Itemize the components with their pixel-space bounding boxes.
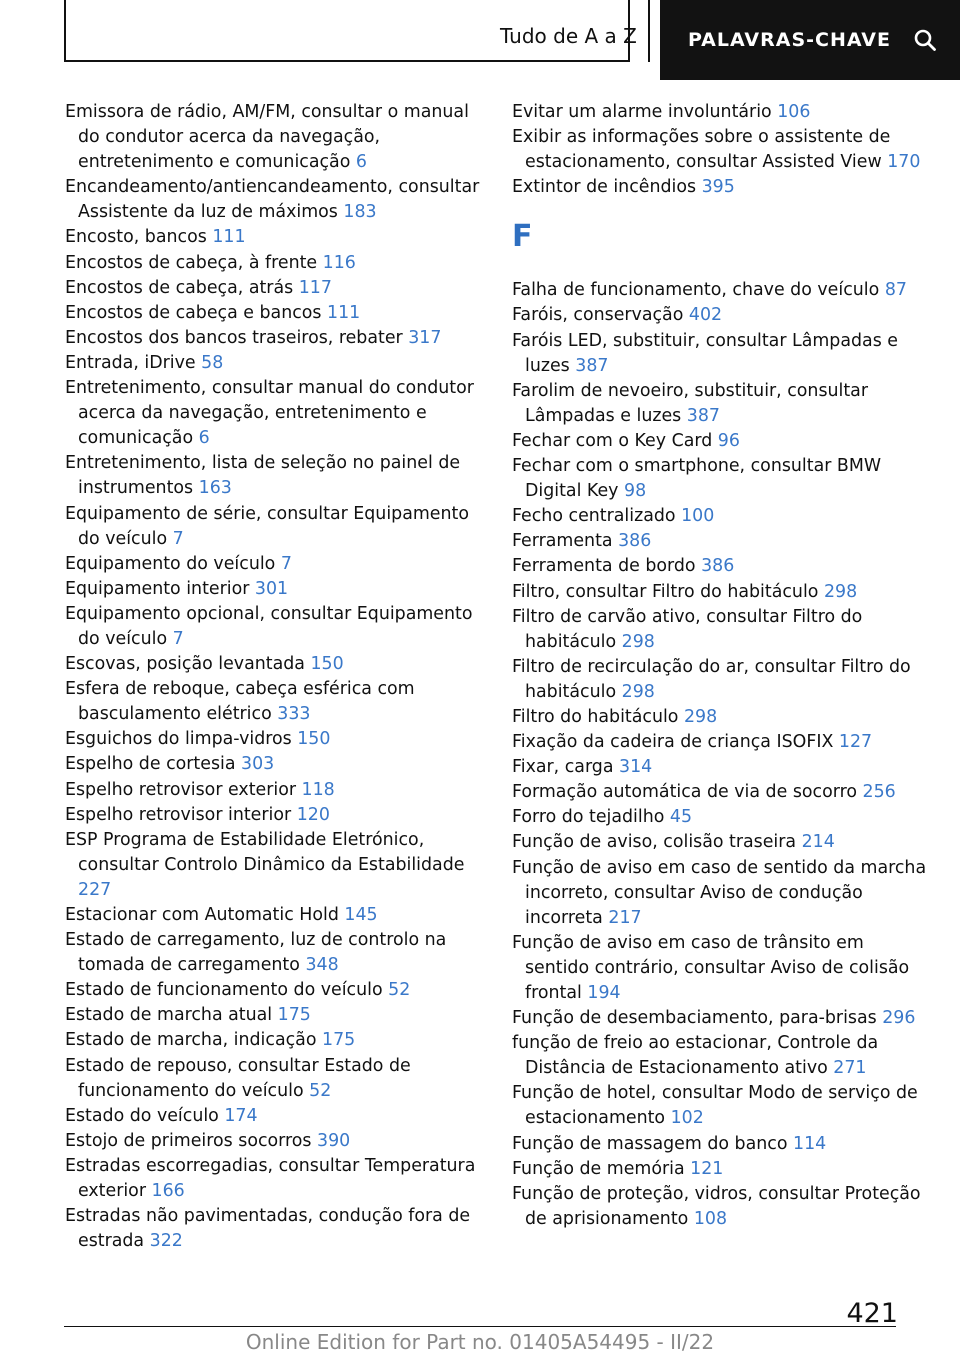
entry-text: Fixar, carga: [512, 757, 614, 778]
index-entry: [512, 1006, 932, 1031]
index-entry: [512, 1132, 932, 1157]
entry-text: Encosto, bancos: [65, 227, 207, 248]
page-link[interactable]: 87: [884, 280, 907, 301]
entry-text: Esguichos do limpa-vidros: [65, 729, 292, 750]
page-link[interactable]: 170: [887, 152, 921, 173]
page-link[interactable]: 114: [793, 1133, 827, 1154]
index-entry: [65, 978, 483, 1003]
index-entry: [512, 278, 932, 303]
index-entry: [512, 504, 932, 529]
index-entry: [512, 454, 932, 504]
page-link[interactable]: 6: [198, 428, 210, 449]
index-column-right: [512, 100, 932, 1232]
entry-text: Estradas não pavimentadas, condução fora de estrada: [65, 1206, 471, 1252]
index-entry: [65, 1028, 483, 1053]
page-link[interactable]: 7: [280, 553, 292, 574]
page-link[interactable]: 298: [621, 681, 655, 702]
entry-text: Estradas escorregadias, consultar Temperatura exterior: [65, 1155, 476, 1202]
page-link[interactable]: 298: [683, 706, 718, 727]
entry-text: Evitar um alarme involuntário: [512, 102, 772, 122]
index-entry: [512, 1182, 932, 1232]
index-entry: [512, 529, 932, 554]
index-entry: [65, 552, 483, 577]
index-entry: [512, 655, 932, 705]
page-link[interactable]: 150: [297, 729, 331, 750]
page-link[interactable]: 387: [575, 355, 609, 376]
entry-text: Estado de carregamento, luz de controlo na tomada de carregamento: [65, 930, 447, 976]
index-entry: [512, 379, 932, 429]
page-link[interactable]: 118: [301, 779, 335, 800]
index-column-left: [65, 100, 483, 1254]
entry-text: Espelho retrovisor interior: [65, 804, 292, 825]
page-link[interactable]: 298: [621, 631, 655, 652]
edition-text: Online Edition for Part no. 01405A54495 - II/22: [245, 1330, 715, 1354]
index-entry: [65, 677, 483, 727]
index-entry: [65, 803, 483, 828]
index-entry: [65, 1003, 483, 1028]
index-entry: [512, 830, 932, 855]
entry-text: Fechar com o Key Card: [512, 430, 713, 451]
index-entry: [65, 351, 483, 376]
entry-text: Encostos de cabeça e bancos: [65, 302, 322, 323]
page-link[interactable]: 390: [317, 1130, 351, 1151]
entry-text: Estojo de primeiros socorros: [65, 1130, 312, 1151]
entry-text: Função de aviso em caso de trânsito em sentido contrário, consultar Aviso de colisão frontal: [512, 932, 910, 1003]
index-entry: [65, 652, 483, 677]
entry-text: função de freio ao estacionar, Controle da Distância de Estacionamento ativo: [512, 1033, 879, 1079]
entry-text: Ferramenta: [512, 531, 613, 552]
index-entry: [512, 705, 932, 730]
index-entry: [65, 828, 483, 903]
page-link[interactable]: 217: [608, 907, 642, 928]
page-link[interactable]: 402: [688, 305, 723, 326]
page-link[interactable]: 52: [388, 980, 411, 1001]
page-link[interactable]: 163: [198, 478, 232, 499]
entry-text: Emissora de rádio, AM/FM, consultar o manual do condutor acerca da navegação, entretenimento e comunicação: [65, 102, 469, 173]
index-entry: [65, 451, 483, 501]
entry-text: Formação automática de via de socorro: [512, 782, 857, 803]
index-entry: [512, 175, 932, 200]
index-entry: [512, 303, 932, 328]
entry-text: Equipamento opcional, consultar Equipamento do veículo: [65, 603, 473, 649]
entry-text: Faróis, conservação: [512, 305, 684, 326]
index-entry: [65, 903, 483, 928]
page-link[interactable]: 227: [78, 879, 112, 900]
index-entry: [512, 730, 932, 755]
entry-text: Função de aviso, colisão traseira: [512, 832, 797, 853]
page-link[interactable]: 317: [408, 327, 442, 348]
index-entry: [65, 577, 483, 602]
index-entry: [65, 727, 483, 752]
index-entry: [512, 605, 932, 655]
index-entry: [65, 376, 483, 451]
page-link[interactable]: 183: [343, 202, 377, 223]
index-entry: [65, 752, 483, 777]
page-link[interactable]: 296: [882, 1008, 916, 1029]
page-link[interactable]: 45: [669, 807, 693, 828]
section-letter-f: F: [512, 219, 533, 255]
index-entry: [512, 780, 932, 805]
entry-text: Estado de marcha, indicação: [65, 1030, 317, 1051]
page-link[interactable]: 214: [801, 832, 835, 853]
entry-text: Espelho de cortesia: [65, 754, 236, 775]
page-link[interactable]: 145: [344, 905, 378, 925]
entry-text: Função de massagem do banco: [512, 1133, 788, 1154]
entry-text: Filtro de recirculação do ar, consultar Filtro do habitáculo: [512, 656, 911, 702]
entry-text: Entretenimento, lista de seleção no painel de instrumentos: [65, 453, 461, 499]
entry-text: Exibir as informações sobre o assistente de estacionamento, consultar Assisted View: [512, 127, 891, 173]
index-entry: [512, 1031, 932, 1081]
page-link[interactable]: 6: [355, 152, 367, 173]
page-link[interactable]: 175: [322, 1030, 356, 1051]
index-entry: [65, 225, 483, 250]
index-entry: [65, 1054, 483, 1104]
page-link[interactable]: 301: [254, 578, 289, 599]
page-link[interactable]: 395: [701, 177, 735, 198]
entry-text: Escovas, posição levantada: [65, 654, 305, 675]
section-label: Tudo de A a Z: [500, 24, 637, 48]
entry-text: Ferramenta de bordo: [512, 556, 696, 577]
entry-text: Encostos de cabeça, atrás: [65, 277, 294, 298]
entry-text: Encostos de cabeça, à frente: [65, 252, 318, 273]
entry-text: Função de proteção, vidros, consultar Proteção de aprisionamento: [512, 1183, 921, 1229]
entry-text: ESP Programa de Estabilidade Eletrónico, consultar Controlo Dinâmico da Estabilidade: [65, 829, 465, 875]
page-link[interactable]: 7: [172, 628, 184, 649]
index-entry: [65, 1129, 483, 1154]
index-entry: [65, 301, 483, 326]
index-entry: [65, 1204, 483, 1254]
entry-text: Estado de funcionamento do veículo: [65, 980, 383, 1001]
entry-text: Falha de funcionamento, chave do veículo: [512, 280, 880, 301]
entry-text: Estado do veículo: [65, 1105, 219, 1126]
index-entry: [512, 931, 932, 1006]
entry-text: Fixação da cadeira de criança ISOFIX: [512, 732, 834, 753]
index-entry: [65, 1154, 483, 1204]
index-entry: [512, 1081, 932, 1131]
page-link[interactable]: 322: [149, 1231, 183, 1252]
entry-text: Fecho centralizado: [512, 506, 676, 527]
entry-text: Faróis LED, substituir, consultar Lâmpadas e luzes: [512, 330, 898, 376]
entry-text: Encandeamento/antiencandeamento, consultar Assistente da luz de máximos: [65, 177, 480, 223]
entry-text: Equipamento de série, consultar Equipamento do veículo: [65, 503, 469, 549]
page-link[interactable]: 386: [701, 556, 735, 577]
page-link[interactable]: 303: [241, 754, 275, 775]
entry-text: Estado de repouso, consultar Estado de funcionamento do veículo: [65, 1055, 411, 1101]
page-link[interactable]: 111: [212, 227, 246, 248]
entry-text: Equipamento interior: [65, 578, 250, 599]
index-entry: [512, 429, 932, 454]
page-link[interactable]: 106: [777, 102, 811, 122]
page-link[interactable]: 100: [681, 506, 715, 527]
index-entry: [65, 1104, 483, 1129]
entry-text: Função de aviso em caso de sentido da marcha incorreto, consultar Aviso de condução incorreta: [512, 857, 927, 928]
entry-text: Filtro de carvão ativo, consultar Filtro do habitáculo: [512, 606, 863, 652]
entry-text: Estacionar com Automatic Hold: [65, 905, 339, 925]
page-number: 421: [846, 1298, 898, 1329]
entry-text: Filtro, consultar Filtro do habitáculo: [512, 581, 819, 602]
index-entry: [65, 175, 483, 225]
entry-text: Função de desembaciamento, para-brisas: [512, 1008, 877, 1029]
page-link[interactable]: 120: [296, 804, 330, 825]
entry-text: Extintor de incêndios: [512, 177, 697, 198]
entry-text: Encostos dos bancos traseiros, rebater: [65, 327, 403, 348]
page-link[interactable]: 58: [201, 352, 224, 373]
entry-text: Esfera de reboque, cabeça esférica com basculamento elétrico: [65, 679, 415, 725]
page-link[interactable]: 175: [277, 1005, 311, 1026]
page-link[interactable]: 386: [618, 531, 652, 552]
index-entry: [65, 326, 483, 351]
keywords-tab[interactable]: [660, 0, 960, 80]
entry-text: Espelho retrovisor exterior: [65, 779, 296, 800]
index-entry: [512, 329, 932, 379]
page-link[interactable]: 116: [322, 252, 356, 273]
entry-text: Função de hotel, consultar Modo de serviço de estacionamento: [512, 1083, 918, 1129]
page-link[interactable]: 121: [690, 1158, 724, 1179]
page-link[interactable]: 111: [327, 302, 361, 323]
entry-text: Estado de marcha atual: [65, 1005, 273, 1026]
entry-text: Equipamento do veículo: [65, 553, 276, 574]
page-link[interactable]: 7: [172, 528, 184, 549]
index-entry: [65, 928, 483, 978]
page-link[interactable]: 387: [686, 405, 720, 426]
page-link[interactable]: 108: [693, 1208, 728, 1229]
page-link[interactable]: 174: [224, 1105, 258, 1126]
page-link[interactable]: 348: [305, 955, 339, 976]
page-link[interactable]: 102: [670, 1108, 704, 1129]
entry-text: Fechar com o smartphone, consultar BMW Digital Key: [512, 456, 882, 502]
index-entry: [65, 778, 483, 803]
index-entry: [65, 502, 483, 552]
page-link[interactable]: 150: [310, 654, 344, 675]
page-link[interactable]: 333: [277, 704, 311, 725]
index-entry: [65, 276, 483, 301]
index-entry: [65, 251, 483, 276]
page-link[interactable]: 52: [309, 1080, 332, 1101]
page-link[interactable]: 96: [717, 430, 740, 451]
index-entry: [512, 805, 932, 830]
footer-divider: [64, 1326, 896, 1327]
index-entry: [512, 755, 932, 780]
page-link[interactable]: 166: [151, 1181, 185, 1202]
index-entry: [65, 100, 483, 175]
page-link[interactable]: 314: [619, 757, 653, 778]
page-link[interactable]: 271: [833, 1058, 867, 1079]
page-link[interactable]: 117: [298, 277, 332, 298]
page-link[interactable]: 194: [587, 983, 621, 1003]
index-entry: [65, 602, 483, 652]
index-entry: [512, 580, 932, 605]
index-entry: [512, 1157, 932, 1182]
page-link[interactable]: 298: [823, 581, 858, 602]
header-divider: [632, 0, 650, 62]
index-entry: [512, 554, 932, 579]
entry-text: Função de memória: [512, 1158, 685, 1179]
page-link[interactable]: 256: [862, 782, 896, 803]
page-link[interactable]: 98: [624, 481, 647, 502]
index-entry: [512, 125, 932, 175]
search-icon[interactable]: [913, 28, 937, 52]
page-link[interactable]: 127: [838, 732, 873, 753]
entry-text: Filtro do habitáculo: [512, 706, 679, 727]
entry-text: Entretenimento, consultar manual do condutor acerca da navegação, entretenimento e comunicação: [65, 378, 474, 449]
entry-text: Forro do tejadilho: [512, 807, 665, 828]
keywords-label: PALAVRAS-CHAVE: [688, 29, 891, 51]
entry-text: Farolim de nevoeiro, substituir, consultar Lâmpadas e luzes: [512, 380, 868, 426]
entry-text: Entrada, iDrive: [65, 352, 196, 373]
index-entry: [512, 100, 932, 125]
index-entry: [512, 856, 932, 931]
